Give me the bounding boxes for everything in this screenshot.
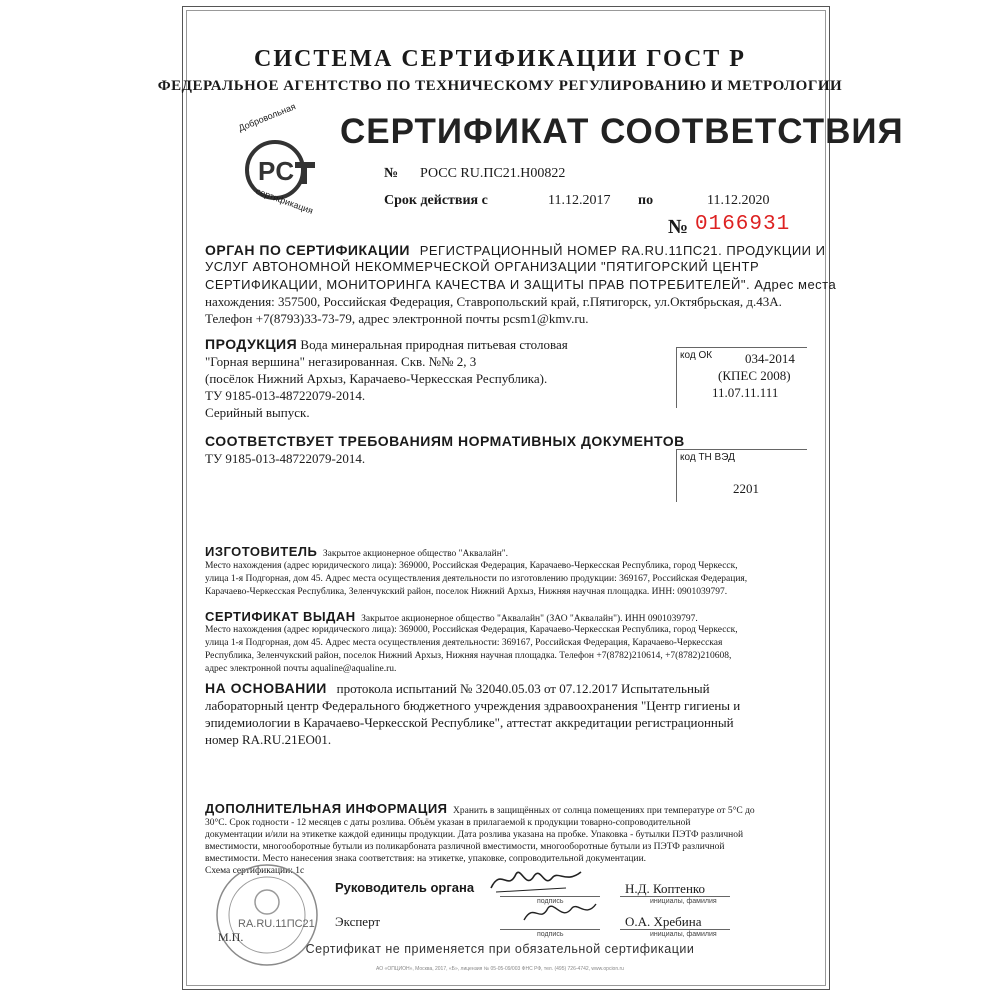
okpd-value-2: (КПЕС 2008) (718, 368, 791, 383)
product-text-5: Серийный выпуск. (205, 405, 310, 420)
manufacturer-line-1 (205, 545, 508, 561)
product-text-4: ТУ 9185-013-48722079-2014. (205, 388, 366, 403)
cert-number-label: № (384, 166, 399, 181)
stamp-text: RA.RU.11ПС21 (238, 918, 315, 930)
tnved-value: 2201 (733, 481, 759, 496)
additional-text-6: Схема сертификации: 1с (205, 866, 305, 876)
issued-line-1 (205, 610, 698, 626)
expert-signature-caption: подпись (537, 931, 564, 938)
additional-text-3: документации и/или на этикетке каждой единицы продукции. Дата розлива указана на пробке. Упаковка - бутылки ПЭТФ различной (205, 830, 744, 840)
organ-heading: ОРГАН ПО СЕРТИФИКАЦИИ (205, 242, 410, 258)
basis-text-1: протокола испытаний № 32040.05.03 от 07.12.2017 Испытательный (336, 681, 710, 696)
product-text-1: Вода минеральная природная питьевая столовая (300, 337, 568, 352)
issued-text-3: улица 1-я Подгорная, дом 45. Адрес места осуществления деятельности: 369167, Российская Федерация, Карачаево-Черкесская (205, 638, 723, 648)
validity-from: 11.12.2017 (548, 193, 611, 208)
organ-text-4: нахождения: 357500, Российская Федерация, Ставропольский край, г.Пятигорск, ул.Октябрьская, д.43А. (205, 294, 782, 309)
okpd-value-3: 11.07.11.111 (712, 385, 779, 400)
product-text-2: "Горная вершина" негазированная. Скв. №№ 2, 3 (205, 354, 477, 369)
logo-bottom-text: сертификация (254, 186, 315, 216)
additional-heading: ДОПОЛНИТЕЛЬНАЯ ИНФОРМАЦИЯ (205, 801, 448, 816)
conformity-heading: СООТВЕТСТВУЕТ ТРЕБОВАНИЯМ НОРМАТИВНЫХ ДОКУМЕНТОВ (205, 433, 685, 449)
basis-text-3: эпидемиологии в Карачаево-Черкесской Республике", аттестат аккредитации регистрационный (205, 715, 734, 730)
expert-signature-icon (520, 896, 600, 928)
issued-text-4: Республика, Зеленчукский район, поселок Нижний Архыз, Нижняя научная площадка. Телефон +7(8782)210614, +7(8782)210608, (205, 651, 732, 661)
validity-to: 11.12.2020 (707, 193, 770, 208)
issued-text-2: Место нахождения (адрес юридического лица): 369000, Российская Федерация, Карачаево-Черкесская Республика, город Черкесск, (205, 625, 738, 635)
product-text-3: (посёлок Нижний Архыз, Карачаево-Черкесская Республика). (205, 371, 548, 386)
basis-line-1 (205, 680, 710, 697)
expert-name-caption: инициалы, фамилия (650, 931, 717, 938)
logo-top-text: Добровольная (237, 101, 297, 134)
additional-text-5: вместимости. Место нанесения знака соответствия: на этикетке, упаковке, сопроводительной документации. (205, 854, 647, 864)
tnved-label: код ТН ВЭД (680, 452, 735, 463)
additional-text-4: вместимости, многооборотные бутыли из поликарбоната различной вместимости, многооборотные бутыли из ПЭТФ различной (205, 842, 725, 852)
blank-number: 0166931 (695, 213, 791, 236)
product-heading: ПРОДУКЦИЯ (205, 336, 298, 352)
agency-title: ФЕДЕРАЛЬНОЕ АГЕНТСТВО ПО ТЕХНИЧЕСКОМУ РЕГУЛИРОВАНИЮ И МЕТРОЛОГИИ (157, 78, 843, 94)
system-title: СИСТЕМА СЕРТИФИКАЦИИ ГОСТ Р (254, 46, 746, 72)
manufacturer-text-4: Карачаево-Черкесская Республика, Зеленчукский район, поселок Нижний Архыз, Нижняя научная площадка. ИНН: 0901039797. (205, 587, 728, 597)
blank-number-label: № (668, 216, 689, 238)
validity-to-label: по (638, 193, 654, 208)
organ-text-2: УСЛУГ АВТОНОМНОЙ НЕКОММЕРЧЕСКОЙ ОРГАНИЗАЦИИ "ПЯТИГОРСКИЙ ЦЕНТР (205, 259, 760, 274)
head-name-line (620, 896, 730, 897)
conformity-text-1: ТУ 9185-013-48722079-2014. (205, 451, 366, 466)
organ-line-3 (205, 276, 836, 293)
manufacturer-text-1: Закрытое акционерное общество "Аквалайн". (322, 549, 509, 559)
okpd-label: код ОК (680, 350, 713, 361)
expert-name: О.А. Хребина (625, 914, 702, 929)
organ-text-3: СЕРТИФИКАЦИИ, МОНИТОРИНГА КАЧЕСТВА И ЗАЩИТЫ ПРАВ ПОТРЕБИТЕЛЕЙ". Адрес места (205, 277, 837, 292)
additional-text-1: Хранить в защищённых от солнца помещениях при температуре от 5°С до (453, 806, 755, 816)
organ-text-1: РЕГИСТРАЦИОННЫЙ НОМЕР RA.RU.11ПС21. ПРОДУКЦИИ И (419, 243, 826, 258)
expert-label: Эксперт (335, 914, 381, 929)
additional-text-2: 30°С. Срок годности - 12 месяцев с даты розлива. Объём указан в прилагаемой к продукции товарно-сопроводительной (205, 818, 691, 828)
expert-name-line (620, 929, 730, 930)
certificate-title: СЕРТИФИКАТ СООТВЕТСТВИЯ (340, 112, 904, 151)
head-name: Н.Д. Коптенко (625, 881, 706, 896)
basis-text-2: лабораторный центр Федерального бюджетного учреждения здравоохранения "Центр гигиены и (205, 698, 741, 713)
additional-line-1 (205, 802, 755, 818)
issued-text-1: Закрытое акционерное общество "Аквалайн" (ЗАО "Аквалайн"). ИНН 0901039797. (361, 614, 698, 624)
svg-text:PC: PC (258, 156, 295, 186)
manufacturer-text-2: Место нахождения (адрес юридического лица): 369000, Российская Федерация, Карачаево-Черкесская Республика, город Черкесск, (205, 561, 738, 571)
issued-heading: СЕРТИФИКАТ ВЫДАН (205, 609, 356, 624)
cert-number: РОСС RU.ПС21.Н00822 (420, 166, 566, 181)
issued-text-5: адрес электронной почты aqualine@aqualine.ru. (205, 664, 397, 674)
basis-heading: НА ОСНОВАНИИ (205, 680, 327, 696)
validity-label: Срок действия с (384, 193, 488, 208)
basis-text-4: номер RA.RU.21ЕО01. (205, 732, 332, 747)
head-signature-caption: подпись (537, 898, 564, 905)
manufacturer-text-3: улица 1-я Подгорная, дом 45. Адрес места осуществления деятельности по изготовлению продукции: 369167, Российская Федерация, (205, 574, 748, 584)
head-name-caption: инициалы, фамилия (650, 898, 717, 905)
organ-line-1 (205, 242, 825, 259)
expert-signature-line (500, 929, 600, 930)
organ-text-5: Телефон +7(8793)33-73-79, адрес электронной почты pcsm1@kmv.ru. (205, 311, 589, 326)
footer-print-line: АО «ОПЦИОН», Москва, 2017, «Б», лицензия № 05-05-09/003 ФНС РФ, тел. (495) 726-4742, www.opcion.ru (376, 966, 624, 972)
stamp-label: М.П. (218, 930, 244, 944)
product-line-1 (205, 336, 568, 353)
head-label: Руководитель органа (335, 880, 475, 895)
manufacturer-heading: ИЗГОТОВИТЕЛЬ (205, 544, 318, 559)
footer-note: Сертификат не применяется при обязательной сертификации (305, 942, 695, 956)
okpd-value-1: 034-2014 (745, 351, 795, 366)
head-signature-icon (486, 862, 586, 898)
